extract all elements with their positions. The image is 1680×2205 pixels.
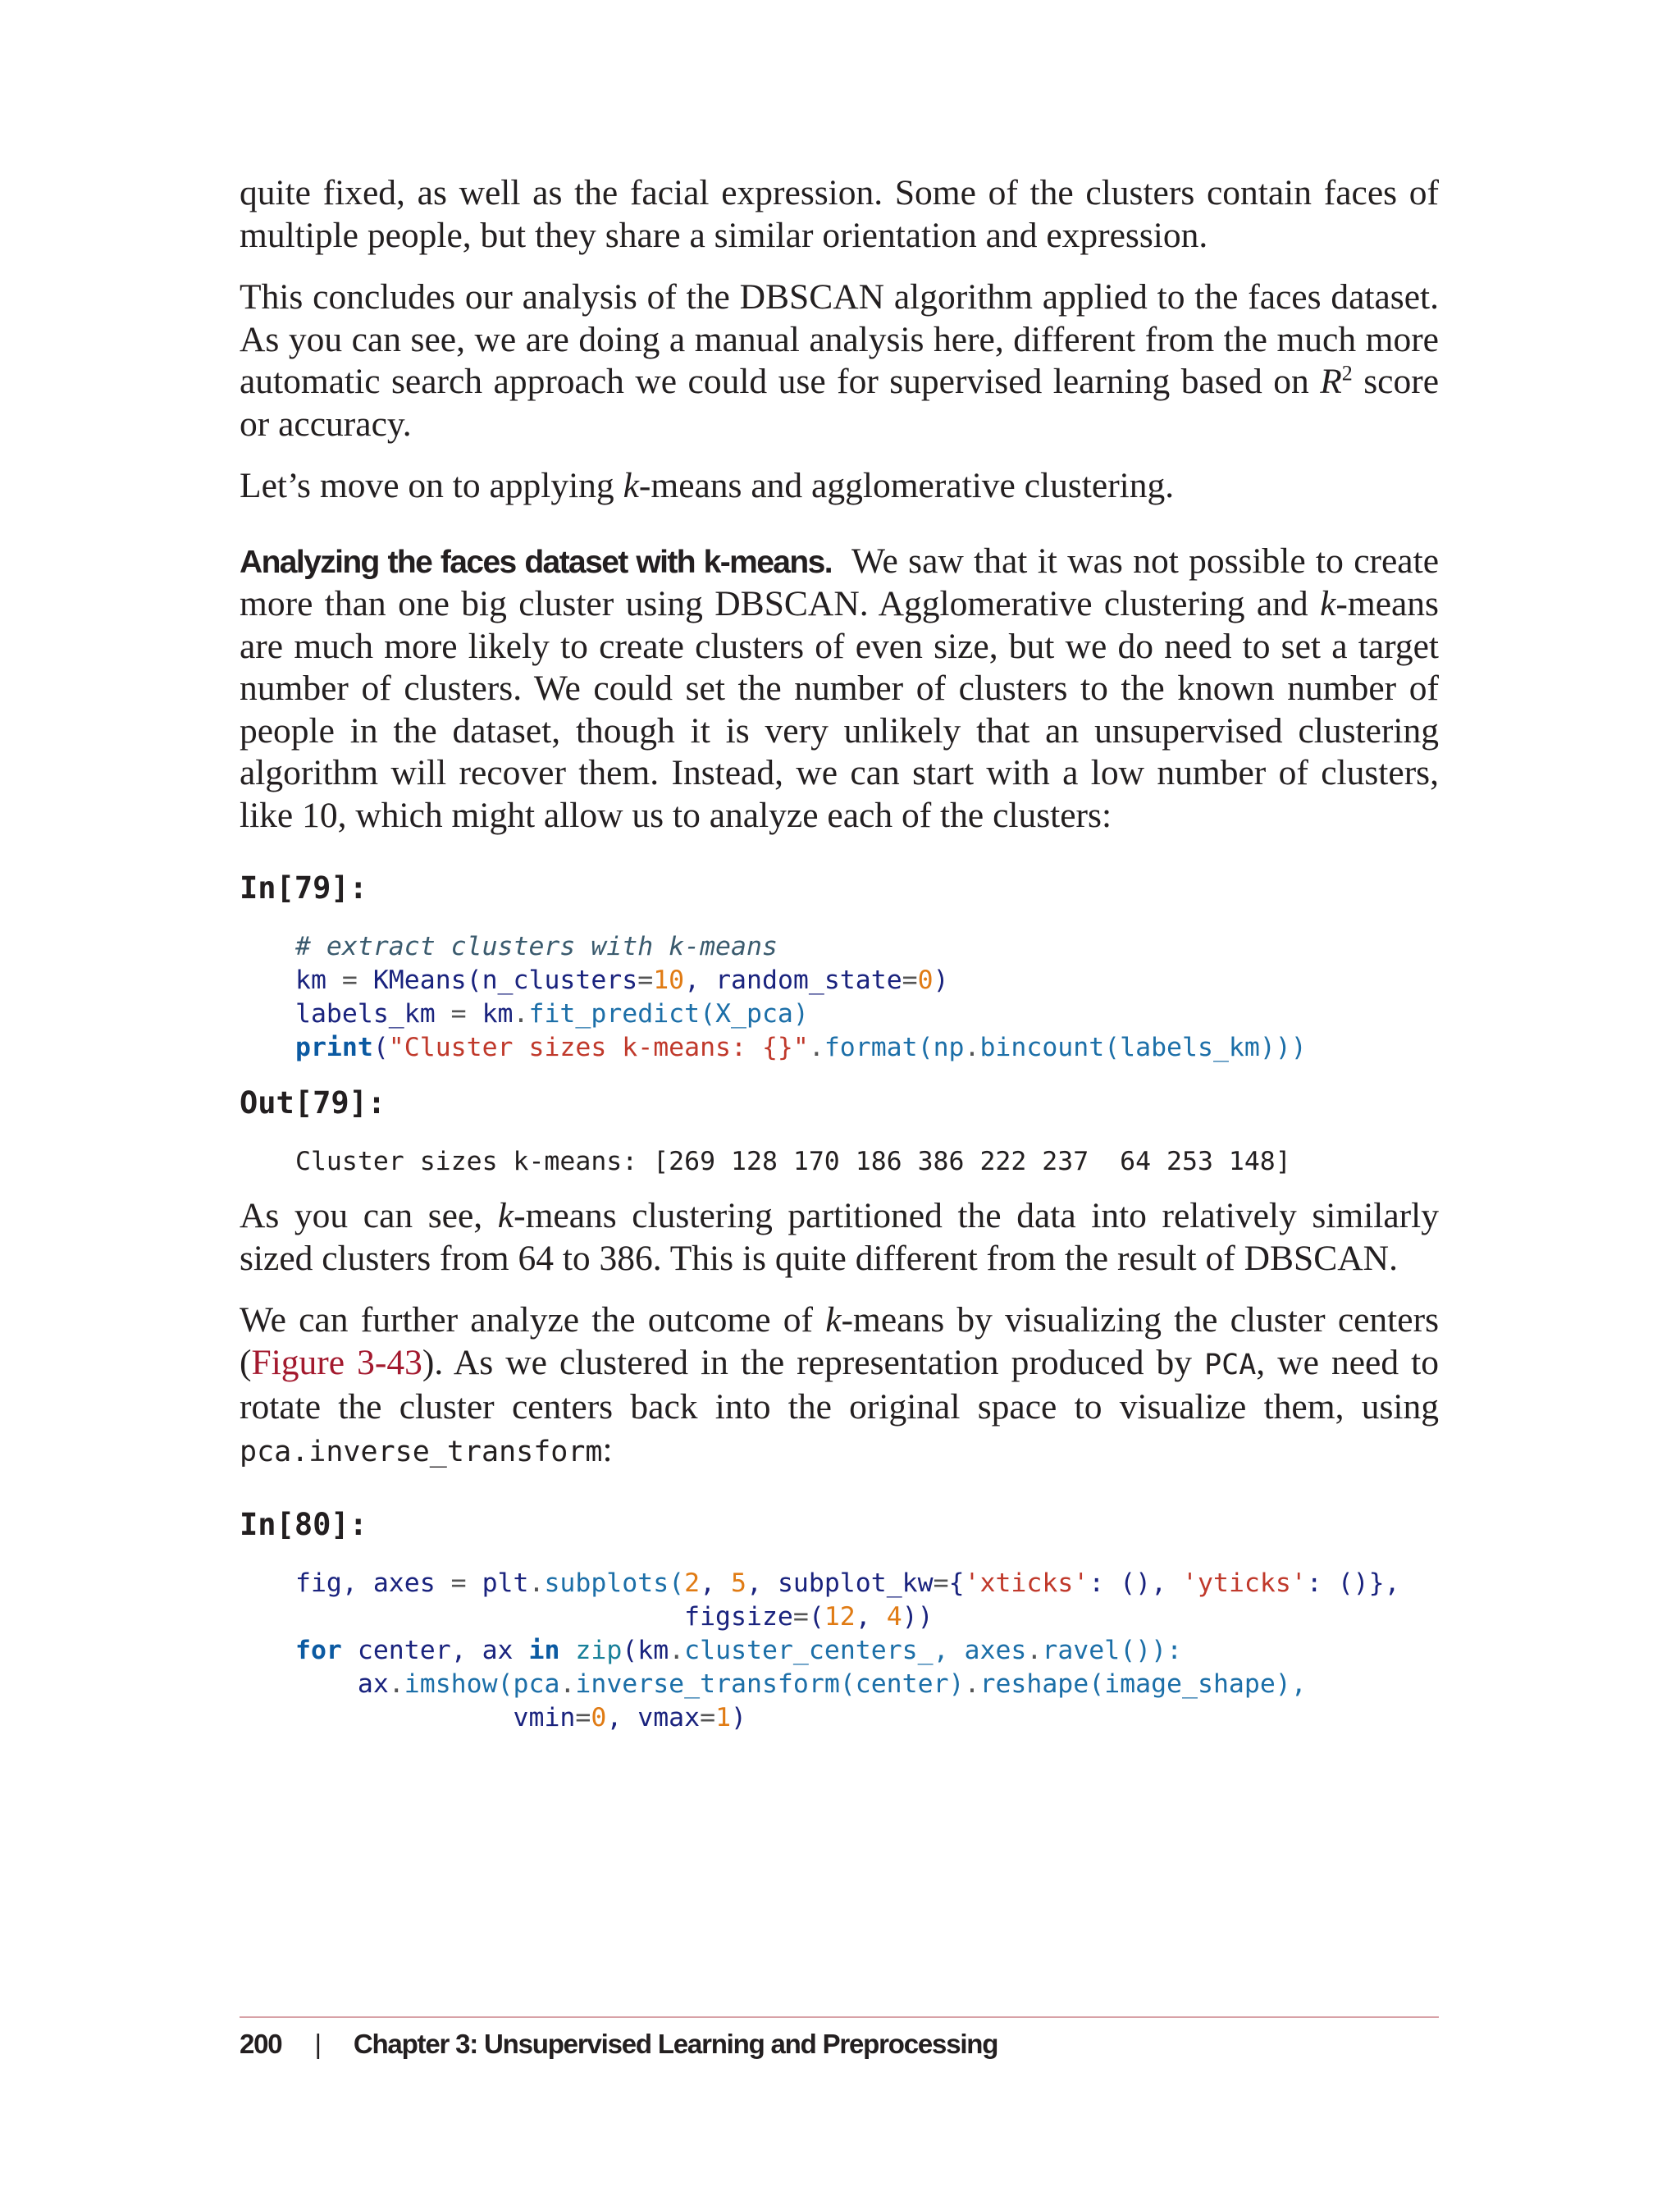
cell-prompt-out79: Out[79]:	[240, 1085, 386, 1121]
code-cell-in80: fig, axes = plt.subplots(2, 5, subplot_kw={'xticks': (), 'yticks': ()}, figsize=(12, 4)) for center, ax in zip(km.cluster_centers_, axes.ravel()): ax.imshow(pca.inverse_transform(center).reshape(image_shape), vmin=0, vmax=1)	[295, 1568, 1400, 1732]
page-footer	[240, 2026, 998, 2062]
paragraph-facial-expression: quite fixed, as well as the facial expression. Some of the clusters contain faces of multiple people, but they share a similar orientation and expression.	[240, 173, 1439, 255]
footer-separator: |	[314, 2029, 321, 2059]
cell-prompt-in79: In[79]:	[240, 870, 368, 906]
chapter-title: Chapter 3: Unsupervised Learning and Preprocessing	[353, 2029, 998, 2059]
paragraph-kmeans-result: As you can see, k-means clustering partitioned the data into relatively similarly sized clusters from 64 to 386. This is quite different from the result of DBSCAN.	[240, 1196, 1439, 1278]
paragraph-kmeans-section: Analyzing the faces dataset with k-means. We saw that it was not possible to create more than one big cluster using DBSCAN. Agglomerative clustering and k-means are much more likely to create clusters of even size, but we do need to set a target number of clusters. We could set the number of clusters to the known number of people in the dataset, though it is very unlikely that an unsupervised clustering algorithm will recover them. Instead, we can start with a low number of clusters, like 10, which might allow us to analyze each of the clusters:	[240, 541, 1440, 835]
code-cell-in79: # extract clusters with k-means km = KMeans(n_clusters=10, random_state=0) labels_km = km.fit_predict(X_pca) print("Cluster sizes k-means: {}".format(np.bincount(labels_km)))	[295, 932, 1307, 1062]
paragraph-cluster-centers: We can further analyze the outcome of k-means by visualizing the cluster centers (Figure 3-43). As we clustered in the representation produced by PCA, we need to rotate the cluster centers back into the original space to visualize them, using pca.inverse_transform:	[240, 1300, 1439, 1469]
footer-divider	[240, 2016, 1439, 2018]
cell-prompt-in80: In[80]:	[240, 1507, 368, 1542]
output-cell-out79: Cluster sizes k-means: [269 128 170 186 386 222 237 64 253 148]	[295, 1147, 1291, 1176]
inline-code-inverse-transform: pca.inverse_transform	[240, 1435, 603, 1468]
page-content	[240, 172, 1439, 1753]
figure-reference-link[interactable]: Figure 3-43	[251, 1342, 422, 1382]
page-number: 200	[240, 2029, 282, 2059]
section-heading: Analyzing the faces dataset with k-means.	[240, 544, 832, 580]
paragraph-move-on: Let’s move on to applying k-means and agglomerative clustering.	[240, 466, 1175, 505]
paragraph-dbscan-conclusion: This concludes our analysis of the DBSCAN algorithm applied to the faces dataset. As you can see, we are doing a manual analysis here, different from the much more automatic search approach we could use for supervised learning based on $R^2$ score or accuracy.	[240, 277, 1439, 444]
inline-code-pca: PCA	[1204, 1348, 1257, 1381]
